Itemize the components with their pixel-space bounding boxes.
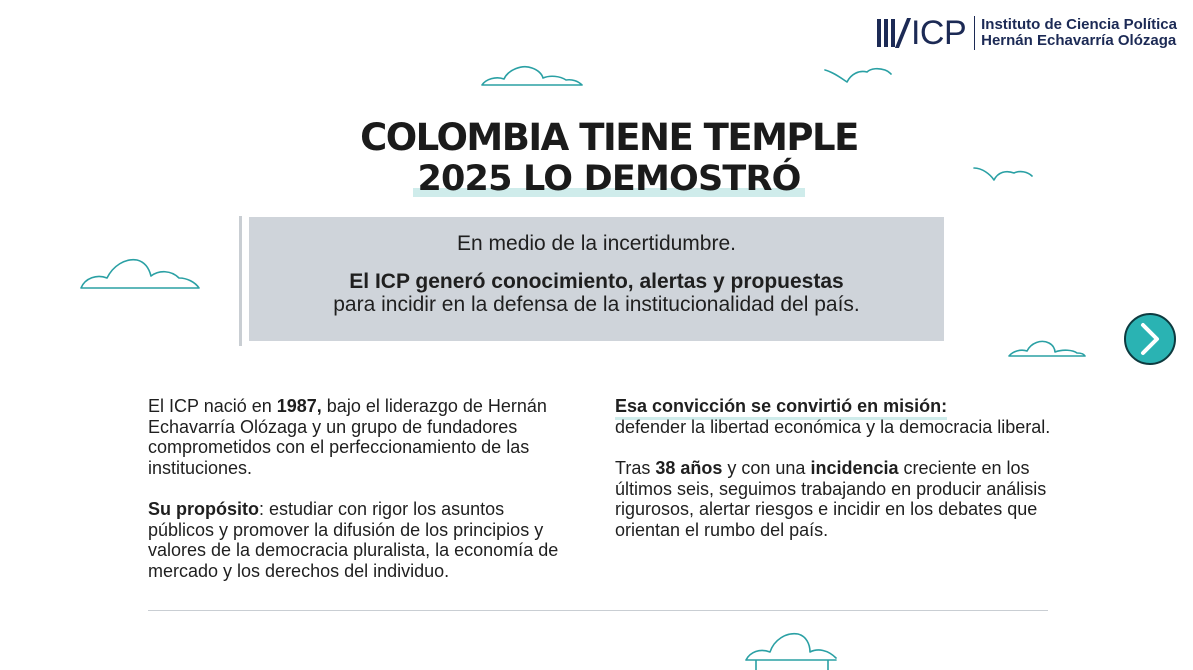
cloud-icon bbox=[480, 62, 584, 88]
slide-title bbox=[0, 117, 1193, 199]
cloud-icon bbox=[79, 254, 201, 290]
next-slide-button[interactable] bbox=[1124, 313, 1176, 365]
icp-logo bbox=[877, 16, 1177, 50]
origin-text-b: bajo el liderazgo de Hernán Echavarría Olózaga y un grupo de fundadores comprometidos con el perfeccionamiento de las instituciones. bbox=[148, 396, 547, 478]
quote-box bbox=[249, 217, 944, 341]
chevron-right-icon bbox=[1137, 322, 1163, 356]
title-line-1: COLOMBIA TIENE TEMPLE bbox=[360, 116, 858, 159]
quote-accent-bar bbox=[239, 216, 242, 346]
bottom-divider bbox=[148, 610, 1048, 611]
trajectory-text-c: creciente en los últimos seis, seguimos trabajando en producir análisis rigurosos, alertar riesgos e incidir en los debates que orientan el rumbo del país. bbox=[615, 458, 1047, 540]
title-line-2: 2025 LO DEMOSTRÓ bbox=[413, 159, 804, 199]
purpose-text: : estudiar con rigor los asuntos públicos y promover la difusión de los principios y valores de la democracia pluralista, la economía de mercado y los derechos del individuo. bbox=[148, 499, 559, 581]
mission-heading: Esa convicción se convirtió en misión: bbox=[615, 396, 947, 420]
purpose-paragraph bbox=[148, 499, 568, 581]
trajectory-incidence: incidencia bbox=[810, 458, 899, 478]
mission-body: defender la libertad económica y la democracia liberal. bbox=[615, 416, 1051, 437]
mission-paragraph bbox=[615, 396, 1065, 437]
icp-logo-mark-icon bbox=[877, 18, 907, 48]
logo-line-1: Instituto de Ciencia Política bbox=[981, 16, 1177, 33]
trajectory-years: 38 años bbox=[655, 458, 723, 478]
quote-lead: En medio de la incertidumbre. bbox=[457, 232, 736, 255]
cloud-icon bbox=[823, 66, 893, 84]
quote-rest: para incidir en la defensa de la institucionalidad del país. bbox=[333, 293, 860, 316]
logo-acronym: ICP bbox=[911, 16, 975, 50]
quote-strong: El ICP generó conocimiento, alertas y propuestas bbox=[349, 270, 844, 293]
right-column bbox=[615, 396, 1065, 540]
trajectory-paragraph bbox=[615, 458, 1065, 540]
trajectory-text-b: y con una bbox=[722, 458, 811, 478]
cloud-icon bbox=[744, 626, 838, 670]
trajectory-text-a: Tras bbox=[615, 458, 656, 478]
logo-line-2: Hernán Echavarría Olózaga bbox=[981, 32, 1177, 49]
origin-text-a: El ICP nació en bbox=[148, 396, 277, 416]
logo-text bbox=[981, 17, 1177, 49]
purpose-label: Su propósito bbox=[148, 499, 259, 519]
origin-paragraph bbox=[148, 396, 568, 478]
origin-year: 1987, bbox=[276, 396, 322, 416]
cloud-icon bbox=[1007, 337, 1087, 359]
left-column bbox=[148, 396, 568, 581]
